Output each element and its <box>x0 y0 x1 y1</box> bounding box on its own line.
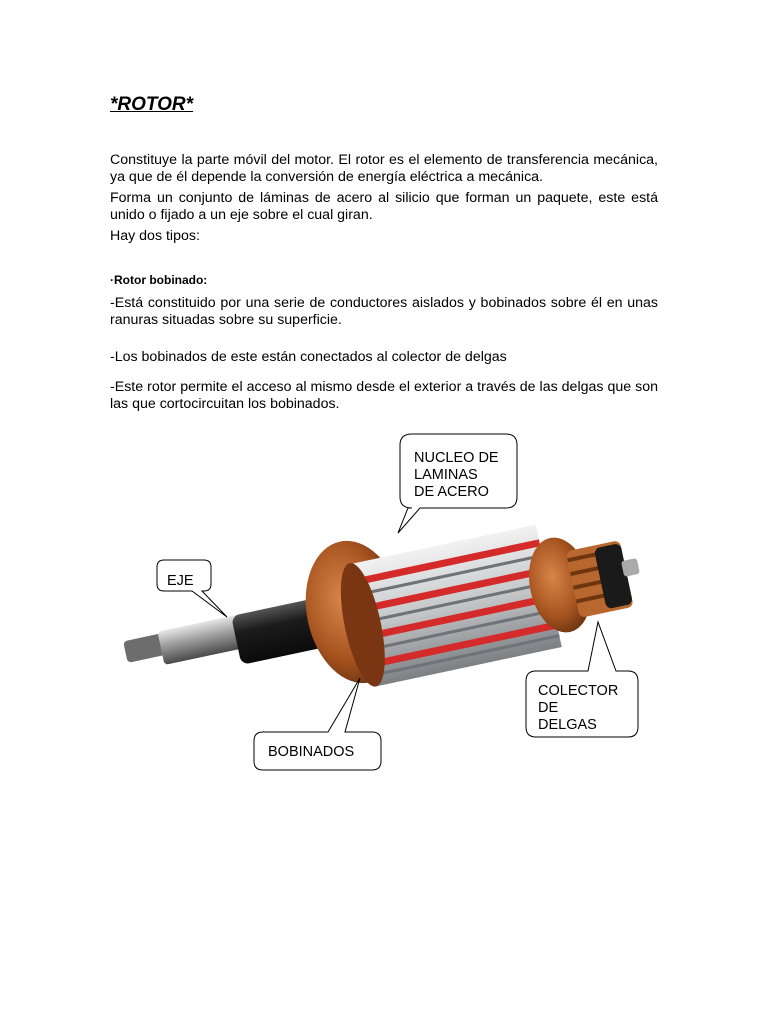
paragraph-1: Constituye la parte móvil del motor. El rotor es el elemento de transferencia mecánica, ya que de él depende la conversión de energía eléctrica a mecánica. <box>110 152 658 185</box>
callout-eje-label: EJE <box>167 573 194 589</box>
paragraph-3: Hay dos tipos: <box>110 228 200 244</box>
page-title: *ROTOR* <box>110 94 194 115</box>
subheading-rotor-bobinado: ·Rotor bobinado: <box>110 273 208 287</box>
bullet-1: -Está constituido por una serie de conductores aislados y bobinados sobre él en unas ranuras situadas sobre su superficie. <box>110 295 658 328</box>
callout-bobinados-label: BOBINADOS <box>268 744 355 760</box>
commutator <box>566 537 647 618</box>
callout-nucleo <box>398 434 517 533</box>
callout-bobinados <box>254 678 381 770</box>
paragraph-2: Forma un conjunto de láminas de acero al silicio que forman un paquete, este está unido o fijado a un eje sobre el cual giran. <box>110 190 658 223</box>
bullet-3: -Este rotor permite el acceso al mismo desde el exterior a través de las delgas que son las que cortocircuitan los bobinados. <box>110 379 658 412</box>
callout-nucleo-line-2: LAMINAS <box>414 467 478 483</box>
callout-eje <box>157 560 227 617</box>
bullet-2: -Los bobinados de este están conectados al colector de delgas <box>110 349 507 365</box>
callout-colector-line-2: DE <box>538 700 559 716</box>
callout-colector-line-3: DELGAS <box>538 717 597 733</box>
rotor-figure <box>100 425 680 785</box>
callout-colector-line-1: COLECTOR <box>538 683 619 699</box>
callout-nucleo-line-1: NUCLEO DE <box>414 450 499 466</box>
callout-nucleo-line-3: DE ACERO <box>414 484 489 500</box>
